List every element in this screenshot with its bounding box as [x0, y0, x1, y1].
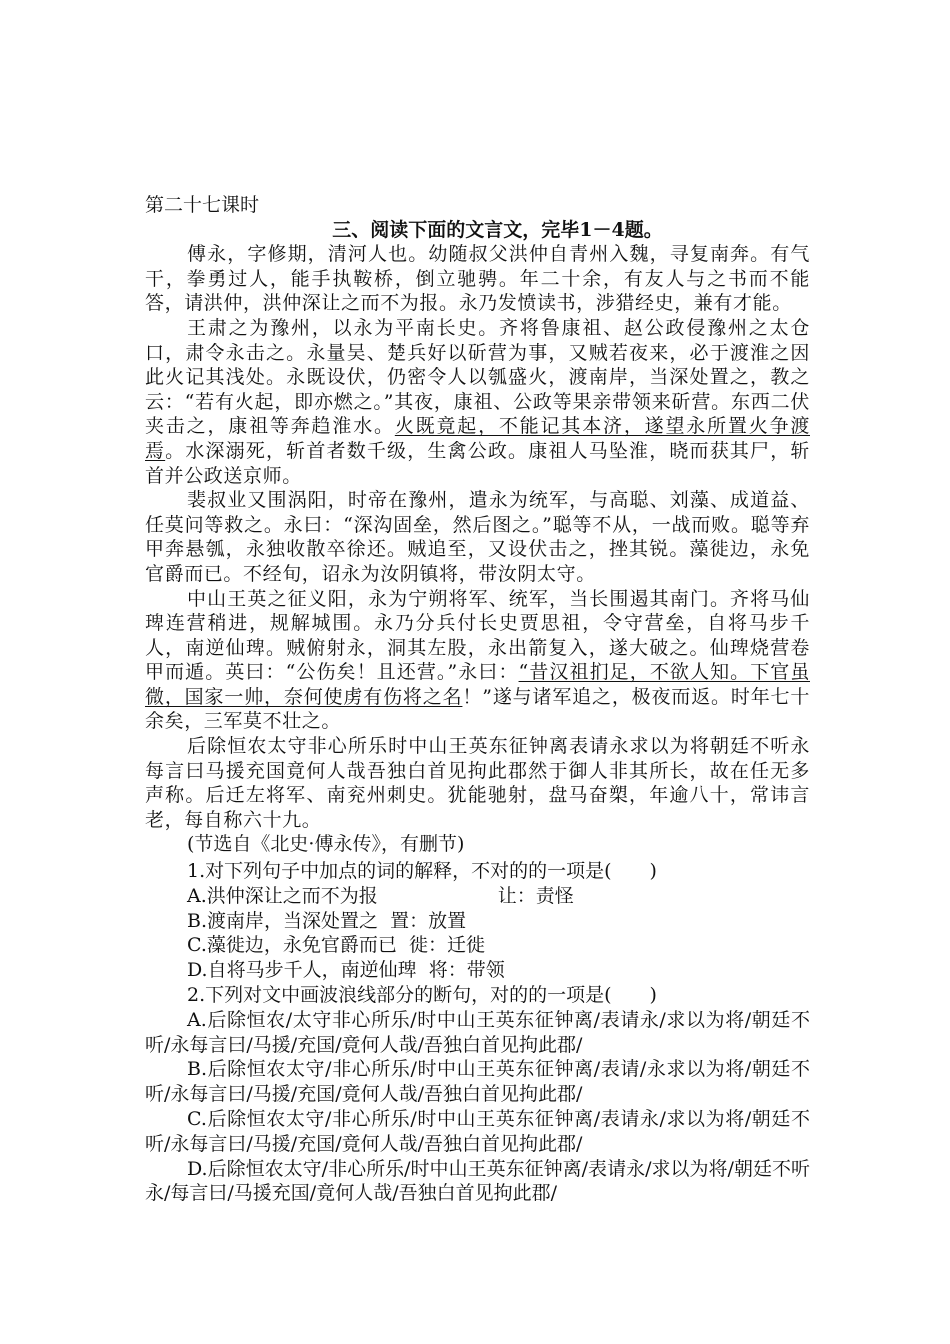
- passage-text: 。水深溺死，斩首者数千级，生禽公政。康祖人马坠淮，晓而获其尸，斩首并公政送京师。: [145, 439, 810, 487]
- passage-paragraph-3: 裴叔业又围涡阳，时帝在豫州，遣永为统军，与高聪、刘藻、成道益、任莫问等救之。永曰：“深沟固垒，然后图之。”聪等不从，一战而败。聪等弃甲奔悬瓠，永独收散卒徐还。贼追至，又设伏击之，挫其锐。藻徙边，永免官爵而已。不经旬，诏永为汝阴镇将，带汝阴太守。: [145, 489, 810, 585]
- question-2-option-d: D.后除恒农太守/非心所乐/时中山王英东征钟离/表请永/求以为将/朝廷不听永/每言曰/马援充国/竟何人哉/吾独白首见拘此郡/: [145, 1157, 810, 1205]
- passage-paragraph-5: 后除恒农太守非心所乐时中山王英东征钟离表请永求以为将朝廷不听永每言曰马援充国竟何人哉吾独白首见拘此郡然于御人非其所长，故在任无多声称。后迁左将军、南兖州刺史。犹能驰射，盘马奋槊，年逾八十，常讳言老，每自称六十九。: [145, 735, 810, 831]
- passage-paragraph-1: 傅永，字修期，清河人也。幼随叔父洪仲自青州入魏，寻复南奔。有气干，拳勇过人，能手执鞍桥，倒立驰骋。年二十余，有友人与之书而不能答，请洪仲，洪仲深让之而不为报。永乃发愤读书，涉猎经史，兼有才能。: [145, 243, 810, 315]
- option-gloss: 让：责怪: [497, 884, 574, 907]
- option-text: D.自将马步千人，南逆仙琕: [187, 959, 417, 982]
- questions: [145, 859, 810, 1206]
- option-text: C.藻徙边，永免官爵而已: [187, 934, 397, 957]
- option-gloss: 将：带领: [428, 959, 505, 982]
- underlined-sentence: 火既竟起，不能记其本济，遂望永所置火争渡焉: [145, 415, 810, 462]
- question-2-option-a: A.后除恒农/太守非心所乐/时中山王英东征钟离/表请永/求以为将/朝廷不听/永每言曰/马援/充国/竟何人哉/吾独白首见拘此郡/: [145, 1008, 810, 1056]
- question-1-option-b: [145, 909, 810, 934]
- section-heading: 三、阅读下面的文言文，完毕1－4题。: [332, 218, 663, 241]
- question-2-option-c: C.后除恒农太守/非心所乐/时中山王英东征钟离/表请永/求以为将/朝廷不听/永每言曰/马援/充国/竟何人哉/吾独白首见拘此郡/: [145, 1108, 810, 1155]
- question-1-option-c: [145, 933, 810, 958]
- passage-text: ！”遂与诸军追之，极夜而返。时年七十余矣，三军莫不壮之。: [145, 685, 810, 733]
- option-gloss: 徙：迁徙: [409, 934, 486, 957]
- passage-paragraph-4: [145, 587, 810, 735]
- question-1-option-a: [145, 884, 810, 909]
- passage-text: 王肃之为豫州，以永为平南长史。齐将鲁康祖、赵公政侵豫州之太仓口，肃令永击之。永量吴、楚兵好以斫营为事，又贼若夜来，必于渡淮之因此火记其浅处。永既设伏，仍密令人以瓠盛火，渡南岸，当深处置之，教之云：“若有火起，即亦燃之。”其夜，康祖、公政等果亲带领来斫营。东西二伏夹击之，康祖等奔趋淮水。: [145, 316, 810, 438]
- option-text: B.渡南岸，当深处置之: [187, 909, 379, 932]
- passage-text: 中山王英之征义阳，永为宁朔将军、统军，当长围遏其南门。齐将马仙琕连营稍进，规解城围。永乃分兵付长史贾思祖，令守营垒，自将马步千人，南逆仙琕。贼俯射永，洞其左股，永出箭复入，遂大破之。仙琕烧营卷甲而遁。英曰：“公伤矣！且还营。”永曰：: [145, 587, 810, 684]
- option-text: A.洪仲深让之而不为报: [187, 884, 378, 907]
- passage: [145, 242, 810, 857]
- question-1-stem: 1.对下列句子中加点的词的解释，不对的的一项是( ): [187, 860, 657, 883]
- document-page: [145, 193, 810, 1206]
- passage-paragraph-2: [145, 316, 810, 488]
- question-1-option-d: [145, 958, 810, 983]
- option-gloss: 置：放置: [390, 909, 467, 932]
- question-2-option-b: B.后除恒农太守/非心所乐/时中山王英东征钟离/表请/永求以为将/朝廷不听/永每言曰/马援/充国/竟何人哉/吾独白首见拘此郡/: [145, 1058, 810, 1106]
- lesson-title: 第二十七课时: [145, 194, 260, 216]
- source-note: (节选自《北史·傅永传》，有删节): [187, 833, 465, 856]
- underlined-sentence: “昔汉祖扪足，不欲人知。下官虽微，国家一帅，奈何使虏有伤将之名: [145, 661, 810, 708]
- question-2-stem: 2.下列对文中画波浪线部分的断句，对的的一项是( ): [187, 984, 657, 1007]
